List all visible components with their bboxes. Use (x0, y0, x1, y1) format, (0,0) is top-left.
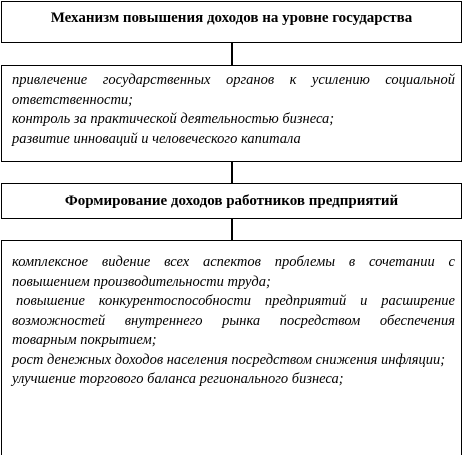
connector-top-to-list1 (231, 43, 233, 65)
top-box-title: Механизм повышения доходов на уровне государства (50, 10, 413, 26)
list-item: повышение конкурентоспособности предприятий и расширение возможностей внутреннего рынка посредством обеспечения товарным покрытием; (12, 293, 455, 348)
list-item: привлечение государственных органов к усилению социальной ответственности; (12, 72, 455, 108)
connector-middle-to-list2 (231, 219, 233, 240)
list-item: комплексное видение всех аспектов проблемы в сочетании с повышением производительности труда; (12, 254, 455, 290)
list-item: контроль за практической деятельностью бизнеса; (12, 111, 335, 127)
list-item: рост денежных доходов населения посредством снижения инфляции; (12, 351, 446, 368)
list-item: улучшение торгового баланса регионального бизнеса; (12, 371, 344, 387)
top-box-mechanism (1, 1, 462, 43)
list-box-enterprise-measures (1, 240, 462, 455)
connector-list1-to-middle (231, 162, 233, 183)
middle-box-title: Формирование доходов работников предприятий (64, 193, 399, 209)
list-box-state-measures (1, 65, 462, 162)
middle-box-income-formation (1, 183, 462, 219)
list-item: развитие инноваций и человеческого капитала (12, 130, 301, 147)
